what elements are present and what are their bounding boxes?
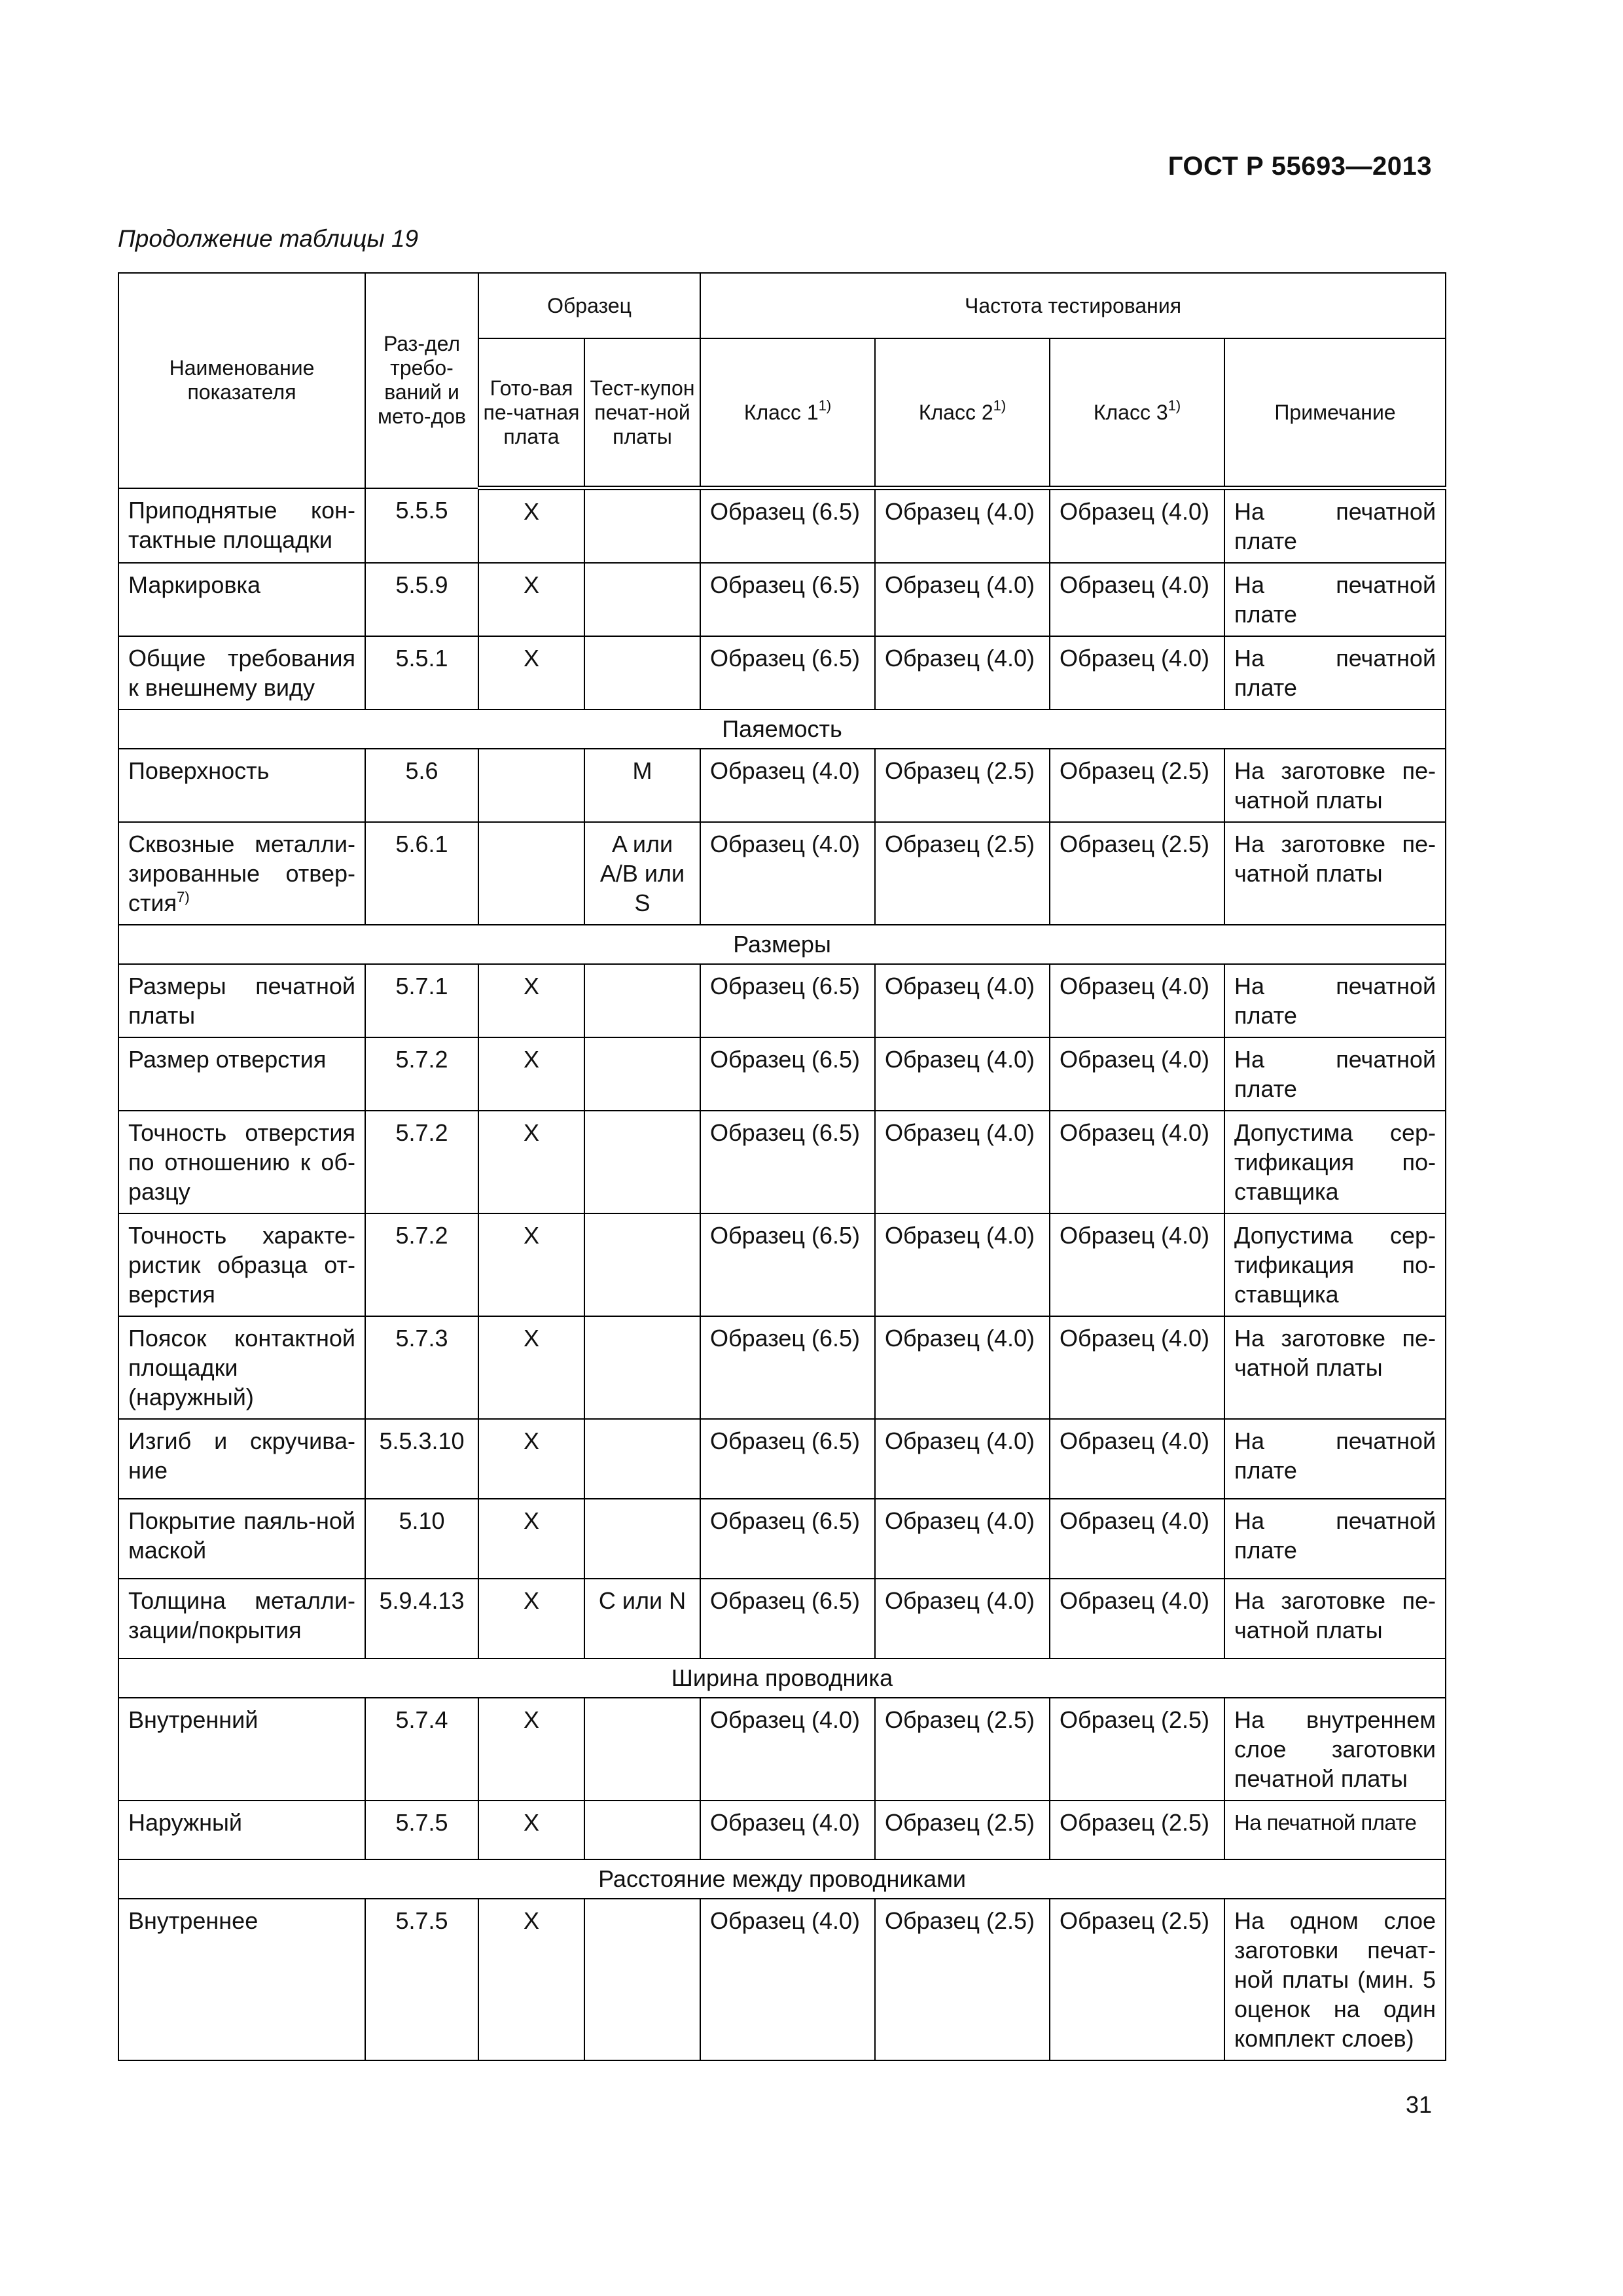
indicator-name-cell: Внутренний <box>118 1698 365 1801</box>
table-row <box>118 1111 1446 1213</box>
table-row <box>118 1037 1446 1111</box>
col-header-class2: Класс 2$^{1)}$ <box>875 338 1050 488</box>
table-row <box>118 964 1446 1037</box>
class2-cell: Образец (2.5) <box>875 749 1050 822</box>
finished-board-cell: X <box>478 1899 584 2060</box>
class1-cell: Образец (6.5) <box>700 1579 875 1659</box>
class3-cell: Образец (4.0) <box>1050 964 1224 1037</box>
note-cell: На заготовке пе-чатной платы <box>1224 822 1446 925</box>
section-heading-row <box>118 709 1446 749</box>
class2-cell: Образец (2.5) <box>875 822 1050 925</box>
note-cell: На заготовке пе-чатной платы <box>1224 1316 1446 1419</box>
table-row <box>118 1419 1446 1499</box>
class1-cell: Образец (6.5) <box>700 1037 875 1111</box>
note-cell: На печатной плате <box>1224 636 1446 709</box>
class2-cell: Образец (4.0) <box>875 563 1050 636</box>
class3-cell: Образец (2.5) <box>1050 1698 1224 1801</box>
test-coupon-cell <box>584 488 700 564</box>
table-row <box>118 1316 1446 1419</box>
table-row <box>118 1579 1446 1659</box>
section-heading-row <box>118 1859 1446 1899</box>
indicator-name-cell: Поверхность <box>118 749 365 822</box>
note-cell: Допустима сер-тификация по-ставщика <box>1224 1213 1446 1316</box>
finished-board-cell: X <box>478 964 584 1037</box>
section-ref-cell: 5.5.3.10 <box>365 1419 478 1499</box>
finished-board-cell: X <box>478 488 584 564</box>
class1-cell: Образец (6.5) <box>700 636 875 709</box>
indicator-name-cell: Приподнятые кон-тактные площадки <box>118 488 365 564</box>
class3-cell: Образец (4.0) <box>1050 1316 1224 1419</box>
class2-cell: Образец (4.0) <box>875 1579 1050 1659</box>
section-ref-cell: 5.7.1 <box>365 964 478 1037</box>
class2-cell: Образец (2.5) <box>875 1801 1050 1859</box>
section-heading-row <box>118 1659 1446 1698</box>
test-coupon-cell <box>584 1499 700 1579</box>
test-coupon-cell: A или A/B или S <box>584 822 700 925</box>
col-header-sample: Образец <box>478 273 700 338</box>
section-heading-row <box>118 925 1446 964</box>
class1-cell: Образец (6.5) <box>700 563 875 636</box>
note-cell: На печатной плате <box>1224 1419 1446 1499</box>
table-row <box>118 1698 1446 1801</box>
note-cell: На заготовке пе-чатной платы <box>1224 1579 1446 1659</box>
indicator-name-cell: Изгиб и скручива-ние <box>118 1419 365 1499</box>
indicator-name-cell: Толщина металли-зации/покрытия <box>118 1579 365 1659</box>
finished-board-cell <box>478 749 584 822</box>
section-heading: Ширина проводника <box>118 1659 1446 1698</box>
table-body <box>118 488 1446 2061</box>
section-heading: Размеры <box>118 925 1446 964</box>
table-row <box>118 563 1446 636</box>
class2-cell: Образец (2.5) <box>875 1698 1050 1801</box>
class2-cell: Образец (4.0) <box>875 1499 1050 1579</box>
finished-board-cell: X <box>478 1213 584 1316</box>
section-ref-cell: 5.6 <box>365 749 478 822</box>
test-coupon-cell: C или N <box>584 1579 700 1659</box>
table-row <box>118 488 1446 564</box>
class3-cell: Образец (2.5) <box>1050 749 1224 822</box>
page-number: 31 <box>1405 2091 1432 2118</box>
col-header-note: Примечание <box>1224 338 1446 488</box>
class3-cell: Образец (4.0) <box>1050 1111 1224 1213</box>
section-ref-cell: 5.7.2 <box>365 1037 478 1111</box>
test-coupon-cell <box>584 1899 700 2060</box>
footnote-marker: 7) <box>177 889 190 905</box>
class1-cell: Образец (6.5) <box>700 964 875 1037</box>
class1-cell: Образец (4.0) <box>700 822 875 925</box>
test-coupon-cell <box>584 1419 700 1499</box>
finished-board-cell: X <box>478 1801 584 1859</box>
finished-board-cell: X <box>478 1419 584 1499</box>
class2-cell: Образец (4.0) <box>875 1316 1050 1419</box>
class1-cell: Образец (6.5) <box>700 488 875 564</box>
indicator-name-cell: Размеры печатной платы <box>118 964 365 1037</box>
test-coupon-cell <box>584 636 700 709</box>
finished-board-cell <box>478 822 584 925</box>
table-row <box>118 636 1446 709</box>
test-coupon-cell <box>584 1698 700 1801</box>
test-coupon-cell <box>584 1801 700 1859</box>
finished-board-cell: X <box>478 563 584 636</box>
test-coupon-cell <box>584 1213 700 1316</box>
section-ref-cell: 5.6.1 <box>365 822 478 925</box>
test-coupon-cell: M <box>584 749 700 822</box>
section-heading: Паяемость <box>118 709 1446 749</box>
note-cell: На печатной плате <box>1224 964 1446 1037</box>
note-cell: На печатной плате <box>1224 488 1446 564</box>
class1-cell: Образец (6.5) <box>700 1499 875 1579</box>
section-ref-cell: 5.7.2 <box>365 1111 478 1213</box>
indicator-name-cell: Покрытие паяль-ной маской <box>118 1499 365 1579</box>
indicator-name-cell: Размер отверстия <box>118 1037 365 1111</box>
note-cell: На одном слое заготовки печат-ной платы (мин. 5 оценок на один комплект слоев) <box>1224 1899 1446 2060</box>
table-caption: Продолжение таблицы 19 <box>118 225 419 252</box>
section-heading: Расстояние между проводниками <box>118 1859 1446 1899</box>
indicator-name-cell: Наружный <box>118 1801 365 1859</box>
note-cell: Допустима сер-тификация по-ставщика <box>1224 1111 1446 1213</box>
section-ref-cell: 5.5.1 <box>365 636 478 709</box>
class2-cell: Образец (4.0) <box>875 1111 1050 1213</box>
col-header-frequency: Частота тестирования <box>700 273 1446 338</box>
class1-cell: Образец (4.0) <box>700 1899 875 2060</box>
col-header-class1: Класс 1$^{1)}$ <box>700 338 875 488</box>
table-row <box>118 1899 1446 2060</box>
col-header-section: Раз-дел требо-ваний и мето-дов <box>365 273 478 488</box>
class2-cell: Образец (4.0) <box>875 488 1050 564</box>
class1-cell: Образец (6.5) <box>700 1213 875 1316</box>
class3-cell: Образец (4.0) <box>1050 1499 1224 1579</box>
finished-board-cell: X <box>478 1579 584 1659</box>
class1-cell: Образец (4.0) <box>700 749 875 822</box>
section-ref-cell: 5.7.2 <box>365 1213 478 1316</box>
test-coupon-cell <box>584 1111 700 1213</box>
table-row <box>118 822 1446 925</box>
test-coupon-cell <box>584 563 700 636</box>
table-row <box>118 749 1446 822</box>
section-ref-cell: 5.10 <box>365 1499 478 1579</box>
class2-cell: Образец (4.0) <box>875 964 1050 1037</box>
finished-board-cell: X <box>478 1698 584 1801</box>
note-cell: На внутреннем слое заготовки печатной платы <box>1224 1698 1446 1801</box>
class3-cell: Образец (2.5) <box>1050 822 1224 925</box>
indicator-name-cell: Общие требования к внешнему виду <box>118 636 365 709</box>
requirements-table <box>118 272 1446 2061</box>
col-header-class3: Класс 3$^{1)}$ <box>1050 338 1224 488</box>
class1-cell: Образец (4.0) <box>700 1698 875 1801</box>
col-header-name: Наименование показателя <box>118 273 365 488</box>
note-cell: На печатной плате <box>1224 1037 1446 1111</box>
class3-cell: Образец (4.0) <box>1050 1579 1224 1659</box>
indicator-name-cell: Сквозные металли-зированные отвер-стия$^{7)}$ <box>118 822 365 925</box>
class2-cell: Образец (2.5) <box>875 1899 1050 2060</box>
class3-cell: Образец (2.5) <box>1050 1801 1224 1859</box>
note-cell: На печатной плате <box>1224 563 1446 636</box>
finished-board-cell: X <box>478 1037 584 1111</box>
table-row <box>118 1213 1446 1316</box>
finished-board-cell: X <box>478 1499 584 1579</box>
class3-cell: Образец (2.5) <box>1050 1899 1224 2060</box>
class1-cell: Образец (4.0) <box>700 1801 875 1859</box>
section-ref-cell: 5.5.5 <box>365 488 478 564</box>
class3-cell: Образец (4.0) <box>1050 1213 1224 1316</box>
test-coupon-cell <box>584 964 700 1037</box>
indicator-name-cell: Точность характе-ристик образца от-верстия <box>118 1213 365 1316</box>
finished-board-cell: X <box>478 1316 584 1419</box>
class3-cell: Образец (4.0) <box>1050 563 1224 636</box>
finished-board-cell: X <box>478 1111 584 1213</box>
class2-cell: Образец (4.0) <box>875 636 1050 709</box>
section-ref-cell: 5.7.5 <box>365 1801 478 1859</box>
class2-cell: Образец (4.0) <box>875 1213 1050 1316</box>
indicator-name-cell: Маркировка <box>118 563 365 636</box>
indicator-name-cell: Точность отверстия по отношению к об-разцу <box>118 1111 365 1213</box>
section-ref-cell: 5.7.5 <box>365 1899 478 2060</box>
class3-cell: Образец (4.0) <box>1050 1419 1224 1499</box>
section-ref-cell: 5.7.4 <box>365 1698 478 1801</box>
class3-cell: Образец (4.0) <box>1050 1037 1224 1111</box>
class1-cell: Образец (6.5) <box>700 1111 875 1213</box>
class2-cell: Образец (4.0) <box>875 1037 1050 1111</box>
section-ref-cell: 5.5.9 <box>365 563 478 636</box>
test-coupon-cell <box>584 1316 700 1419</box>
finished-board-cell: X <box>478 636 584 709</box>
indicator-name-cell: Внутреннее <box>118 1899 365 2060</box>
col-header-test-coupon: Тест-купон печат-ной платы <box>584 338 700 488</box>
note-cell: На заготовке пе-чатной платы <box>1224 749 1446 822</box>
class1-cell: Образец (6.5) <box>700 1419 875 1499</box>
section-ref-cell: 5.7.3 <box>365 1316 478 1419</box>
note-cell: На печатной плате <box>1224 1801 1446 1859</box>
class3-cell: Образец (4.0) <box>1050 636 1224 709</box>
col-header-finished-board: Гото-вая пе-чатная плата <box>478 338 584 488</box>
class2-cell: Образец (4.0) <box>875 1419 1050 1499</box>
table-row <box>118 1801 1446 1859</box>
table-row <box>118 1499 1446 1579</box>
indicator-name-cell: Поясок контактной площадки (наружный) <box>118 1316 365 1419</box>
note-cell: На печатной плате <box>1224 1499 1446 1579</box>
table-header <box>118 273 1446 488</box>
test-coupon-cell <box>584 1037 700 1111</box>
section-ref-cell: 5.9.4.13 <box>365 1579 478 1659</box>
standard-number: ГОСТ Р 55693—2013 <box>1168 152 1432 181</box>
class1-cell: Образец (6.5) <box>700 1316 875 1419</box>
class3-cell: Образец (4.0) <box>1050 488 1224 564</box>
